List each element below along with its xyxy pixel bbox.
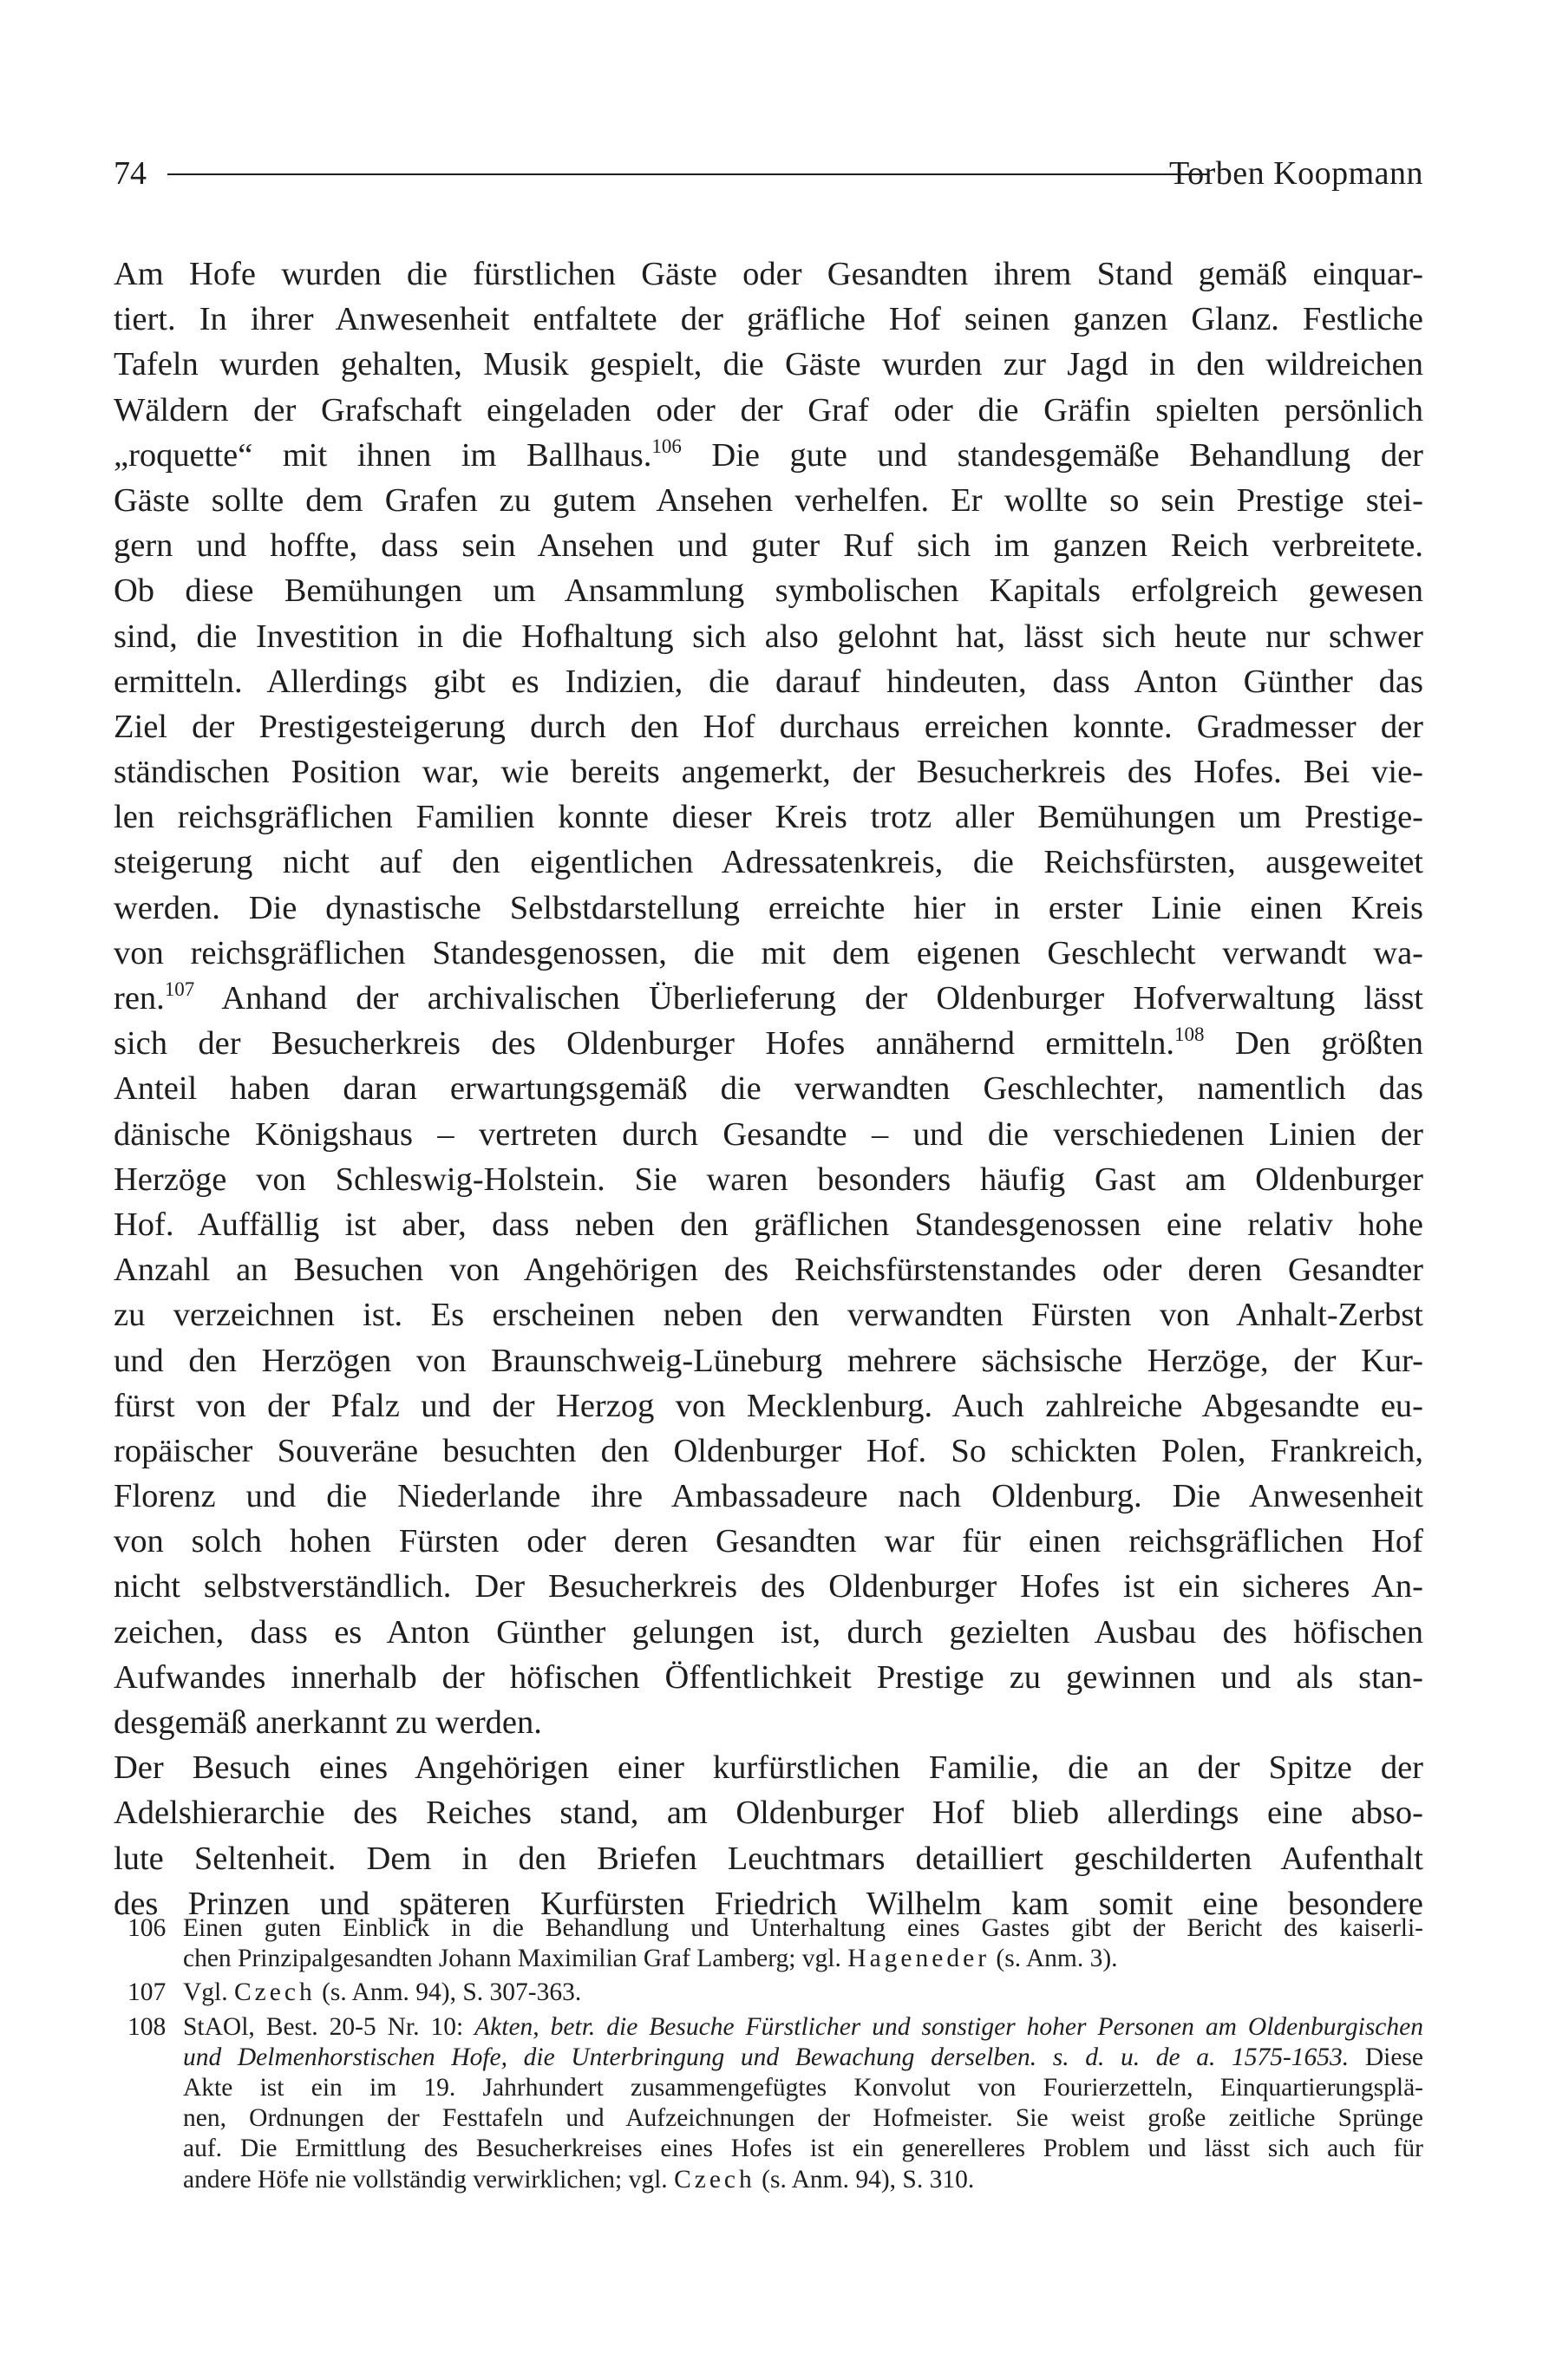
body-line: lute Seltenheit. Dem in den Briefen Leuchtmars detailliert geschilderten Aufenthalt — [114, 1840, 1423, 1877]
body-line: desgemäß anerkannt zu werden. — [114, 1704, 542, 1741]
body-line: zu verzeichnen ist. Es erscheinen neben den verwandten Fürsten von Anhalt-Zerbst — [114, 1297, 1423, 1334]
footnotes — [114, 1913, 1423, 2195]
italic-title: Akten, betr. die Besuche Fürstlicher und sonstiger hoher Personen am Oldenburgischen — [474, 2012, 1423, 2041]
body-line: ropäischer Souveräne besuchten den Oldenburger Hof. So schickten Polen, Frankreich, — [114, 1432, 1423, 1469]
footnote-ref-108[interactable]: 108 — [1174, 1023, 1205, 1046]
footnote-107 — [114, 1978, 1423, 2008]
body-line: zeichen, dass es Anton Günther gelungen ist, durch gezielten Ausbau des höfischen — [114, 1613, 1423, 1651]
body-line: Gäste sollte dem Grafen zu gutem Ansehen verhelfen. Er wollte so sein Prestige stei- — [114, 481, 1423, 519]
footnote-number: 107 — [127, 1978, 167, 2007]
text-run: (s. Anm. 3). — [990, 1945, 1118, 1973]
running-head: Torben Koopmann — [1169, 155, 1423, 192]
text-run: ren. — [114, 980, 165, 1017]
footnote-line: auf. Die Ermittlung des Besucherkreises eines Hofes ist ein generelleres Problem und lässt sich auch für — [183, 2135, 1423, 2163]
footnote-ref-106[interactable]: 106 — [651, 435, 682, 457]
body-line: ständischen Position war, wie bereits angemerkt, der Besucherkreis des Hofes. Bei vie- — [114, 754, 1423, 791]
body-line: gern und hoffte, dass sein Ansehen und guter Ruf sich im ganzen Reich verbreitete. — [114, 527, 1423, 565]
body-line: Florenz und die Niederlande ihre Ambassadeure nach Oldenburg. Die Anwesenheit — [114, 1478, 1423, 1515]
footnote-106 — [114, 1913, 1423, 1974]
body-line: nicht selbstverständlich. Der Besucherkreis des Oldenburger Hofes ist ein sicheres An- — [114, 1568, 1423, 1605]
text-run: Diese — [1349, 2043, 1423, 2071]
text-run: „roquette“ mit ihnen im Ballhaus. — [114, 436, 652, 474]
body-line: Am Hofe wurden die fürstlichen Gäste oder Gesandten ihrem Stand gemäß einquar- — [114, 256, 1423, 292]
body-line: und den Herzögen von Braunschweig-Lüneburg mehrere sächsische Herzöge, der Kur- — [114, 1342, 1423, 1379]
page-number: 74 — [114, 155, 147, 192]
body-line: Hof. Auffällig ist aber, dass neben den gräflichen Standesgenossen eine relativ hohe — [114, 1206, 1423, 1243]
footnote-line — [183, 2165, 1423, 2195]
footnote-line: Akte ist ein im 19. Jahrhundert zusammengefügtes Konvolut von Fourierzetteln, Einquartierungsplä- — [183, 2073, 1423, 2102]
text-run: andere Höfe nie vollständig verwirklichen; vgl. — [183, 2165, 675, 2194]
text-run: StAOl, Best. 20-5 Nr. 10: — [183, 2012, 475, 2041]
text-run: sich der Besucherkreis des Oldenburger Hofes annähernd ermitteln. — [114, 1025, 1174, 1062]
body-line: len reichsgräflichen Familien konnte dieser Kreis trotz aller Bemühungen um Prestige- — [114, 799, 1423, 836]
body-line: sind, die Investition in die Hofhaltung sich also gelohnt hat, lässt sich heute nur schwer — [114, 618, 1423, 655]
footnote-line: nen, Ordnungen der Festtafeln und Aufzeichnungen der Hofmeister. Sie weist große zeitliche Sprünge — [183, 2104, 1423, 2133]
body-line: von solch hohen Fürsten oder deren Gesandten war für einen reichsgräflichen Hof — [114, 1523, 1423, 1560]
text-run: chen Prinzipalgesandten Johann Maximilian Graf Lamberg; vgl. — [183, 1945, 848, 1973]
body-line: ermitteln. Allerdings gibt es Indizien, die darauf hindeuten, dass Anton Günther das — [114, 663, 1423, 700]
footnote-108 — [114, 2012, 1423, 2195]
body-line: Der Besuch eines Angehörigen einer kurfürstlichen Familie, die an der Spitze der — [114, 1749, 1423, 1787]
body-line: dänische Königshaus – vertreten durch Gesandte – und die verschiedenen Linien der — [114, 1115, 1423, 1153]
author-name: Czech — [234, 1978, 316, 2007]
body-line: des Prinzen und späteren Kurfürsten Friedrich Wilhelm kam somit eine besondere — [114, 1885, 1423, 1922]
body-line: Ob diese Bemühungen um Ansammlung symbolischen Kapitals erfolgreich gewesen — [114, 572, 1423, 610]
footnote-line — [183, 1978, 1423, 2008]
footnote-number: 106 — [127, 1914, 167, 1942]
italic-title: und Delmenhorstischen Hofe, die Unterbringung und Bewachung derselben. s. d. u. de a. 1575-1653. — [183, 2043, 1350, 2071]
body-line — [114, 1021, 1423, 1066]
body-line: Aufwandes innerhalb der höfischen Öffentlichkeit Prestige zu gewinnen und als stan- — [114, 1658, 1423, 1696]
footnote-line — [183, 1944, 1423, 1974]
header-rule — [167, 173, 1208, 175]
body-line: Tafeln wurden gehalten, Musik gespielt, die Gäste wurden zur Jagd in den wildreichen — [114, 346, 1423, 383]
footnote-line — [183, 2043, 1423, 2073]
body-line — [114, 433, 1423, 478]
body-line: Ziel der Prestigesteigerung durch den Hof durchaus erreichen konnte. Gradmesser der — [114, 708, 1423, 745]
body-line: Anzahl an Besuchen von Angehörigen des Reichsfürstenstandes oder deren Gesandter — [114, 1252, 1423, 1289]
text-run: Die gute und standesgemäße Behandlung der — [681, 436, 1423, 474]
page-header — [114, 147, 1423, 199]
body-line — [114, 976, 1423, 1021]
author-name: Hageneder — [847, 1945, 990, 1973]
body-line: Wäldern der Grafschaft eingeladen oder der Graf oder die Gräfin spielten persönlich — [114, 391, 1423, 428]
body-line: von reichsgräflichen Standesgenossen, die mit dem eigenen Geschlecht verwandt wa- — [114, 934, 1423, 971]
body-text — [114, 252, 1423, 1926]
body-line: Anteil haben daran erwartungsgemäß die verwandten Geschlechter, namentlich das — [114, 1070, 1423, 1108]
footnote-number: 108 — [127, 2012, 167, 2041]
footnote-line — [183, 2012, 1423, 2043]
footnote-line: Einen guten Einblick in die Behandlung und Unterhaltung eines Gastes gibt der Bericht des kaiserli- — [183, 1914, 1423, 1942]
footnote-ref-107[interactable]: 107 — [164, 978, 195, 1000]
body-line: steigerung nicht auf den eigentlichen Adressatenkreis, die Reichsfürsten, ausgeweitet — [114, 844, 1423, 881]
text-run: Den größten — [1204, 1025, 1424, 1062]
body-line: Herzöge von Schleswig-Holstein. Sie waren besonders häufig Gast am Oldenburger — [114, 1161, 1423, 1198]
body-line: tiert. In ihrer Anwesenheit entfaltete der gräfliche Hof seinen ganzen Glanz. Festliche — [114, 301, 1423, 338]
body-line: werden. Die dynastische Selbstdarstellung erreichte hier in erster Linie einen Kreis — [114, 889, 1423, 926]
text-run: (s. Anm. 94), S. 307-363. — [315, 1978, 582, 2007]
body-line: Adelshierarchie des Reiches stand, am Oldenburger Hof blieb allerdings eine abso- — [114, 1795, 1423, 1832]
body-line: fürst von der Pfalz und der Herzog von Mecklenburg. Auch zahlreiche Abgesandte eu- — [114, 1387, 1423, 1424]
text-run: Vgl. — [183, 1978, 234, 2007]
text-run: Anhand der archivalischen Überlieferung der Oldenburger Hofverwaltung lässt — [194, 980, 1423, 1017]
text-run: (s. Anm. 94), S. 310. — [755, 2165, 975, 2194]
author-name: Czech — [674, 2165, 755, 2194]
